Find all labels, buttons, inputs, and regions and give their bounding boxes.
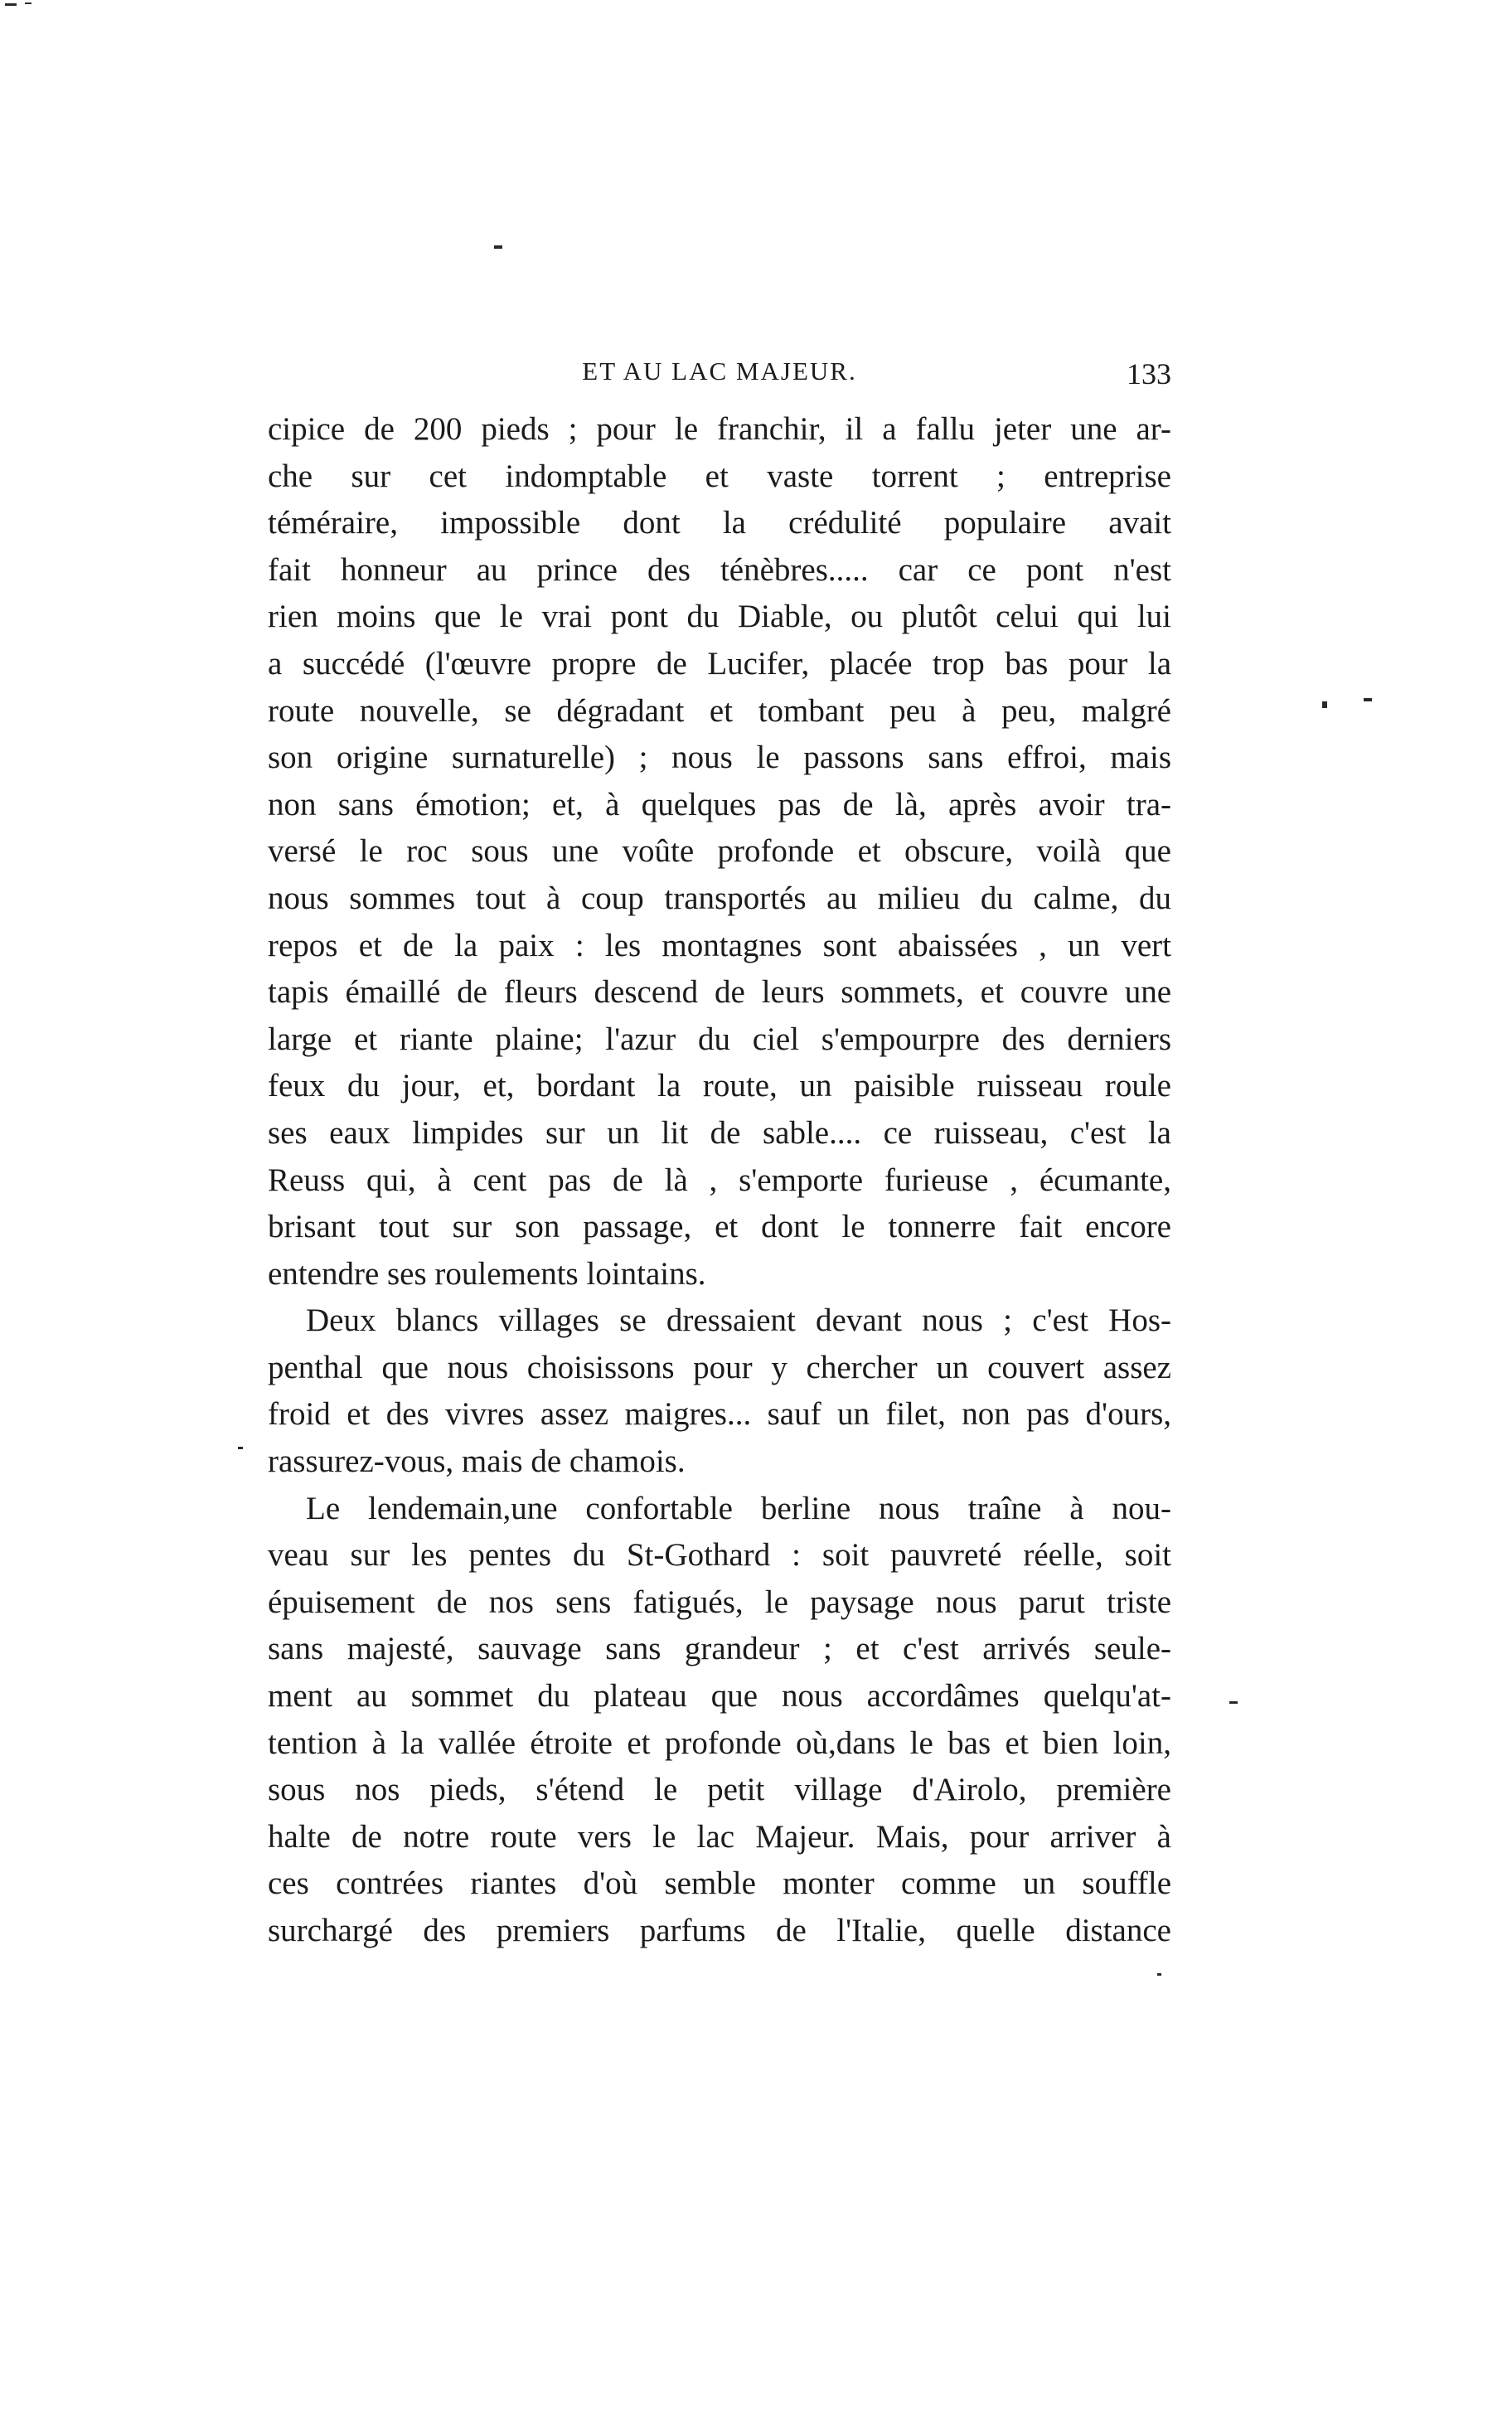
text-line: cipice de 200 pieds ; pour le franchir, il a fallu jeter une ar- — [268, 411, 1171, 447]
text-line: sous nos pieds, s'étend le petit village d'Airolo, première — [268, 1772, 1171, 1808]
page-number: 133 — [1127, 357, 1171, 390]
text-line: halte de notre route vers le lac Majeur. Mais, pour arriver à — [268, 1818, 1171, 1855]
text-line: route nouvelle, se dégradant et tombant peu à peu, malgré — [268, 692, 1171, 729]
scan-speck — [25, 2, 32, 4]
text-line: large et riante plaine; l'azur du ciel s'empourpre des derniers — [268, 1021, 1171, 1057]
scan-speck — [494, 245, 502, 249]
text-line: che sur cet indomptable et vaste torrent ; entreprise — [268, 458, 1171, 494]
text-line: Reuss qui, à cent pas de là , s'emporte furieuse , écumante, — [268, 1162, 1171, 1198]
text-line: épuisement de nos sens fatigués, le paysage nous parut triste — [268, 1584, 1171, 1620]
text-line: versé le roc sous une voûte profonde et obscure, voilà que — [268, 833, 1171, 870]
text-line: rien moins que le vrai pont du Diable, ou plutôt celui qui lui — [268, 599, 1171, 635]
text-line: froid et des vivres assez maigres... sauf un filet, non pas d'ours, — [268, 1396, 1171, 1433]
text-line: surchargé des premiers parfums de l'Italie, quelle distance — [268, 1913, 1171, 1948]
text-line: rassurez-vous, mais de chamois. — [268, 1443, 686, 1480]
body-text — [268, 406, 1171, 1955]
running-head: ET AU LAC MAJEUR. — [582, 357, 857, 386]
scan-speck — [1157, 1973, 1161, 1976]
text-line: tapis émaillé de fleurs descend de leurs sommets, et couvre une — [268, 974, 1171, 1011]
text-line: veau sur les pentes du St-Gothard : soit pauvreté réelle, soit — [268, 1537, 1171, 1574]
scan-speck — [5, 3, 17, 6]
text-line: sans majesté, sauvage sans grandeur ; et c'est arrivés seule- — [268, 1631, 1171, 1667]
scan-speck — [1229, 1701, 1238, 1704]
text-line: tention à la vallée étroite et profonde où,dans le bas et bien loin, — [268, 1724, 1171, 1761]
scan-speck — [1322, 701, 1327, 708]
text-line: ment au sommet du plateau que nous accordâmes quelqu'at- — [268, 1678, 1171, 1715]
text-line: nous sommes tout à coup transportés au milieu du calme, du — [268, 880, 1171, 916]
text-line: entendre ses roulements lointains. — [268, 1255, 706, 1292]
text-line: feux du jour, et, bordant la route, un paisible ruisseau roule — [268, 1068, 1171, 1104]
text-line: ces contrées riantes d'où semble monter comme un souffle — [268, 1865, 1171, 1902]
text-line: téméraire, impossible dont la crédulité populaire avait — [268, 505, 1171, 541]
text-line: fait honneur au prince des ténèbres..... car ce pont n'est — [268, 551, 1171, 588]
page-header — [268, 357, 1171, 398]
text-line: penthal que nous choisissons pour y chercher un couvert assez — [268, 1349, 1171, 1385]
text-line: repos et de la paix : les montagnes sont abaissées , un vert — [268, 927, 1171, 963]
scan-speck — [1364, 698, 1372, 701]
text-line: ses eaux limpides sur un lit de sable.... ce ruisseau, c'est la — [268, 1114, 1171, 1151]
scan-speck — [238, 1447, 243, 1449]
text-line: Deux blancs villages se dressaient devant nous ; c'est Hos- — [306, 1302, 1171, 1339]
text-line: brisant tout sur son passage, et dont le tonnerre fait encore — [268, 1209, 1171, 1245]
text-line: Le lendemain,une confortable berline nous traîne à nou- — [306, 1490, 1171, 1526]
text-line: a succédé (l'œuvre propre de Lucifer, placée trop bas pour la — [268, 645, 1171, 682]
text-line: son origine surnaturelle) ; nous le passons sans effroi, mais — [268, 740, 1171, 776]
text-line: non sans émotion; et, à quelques pas de là, après avoir tra- — [268, 786, 1171, 822]
